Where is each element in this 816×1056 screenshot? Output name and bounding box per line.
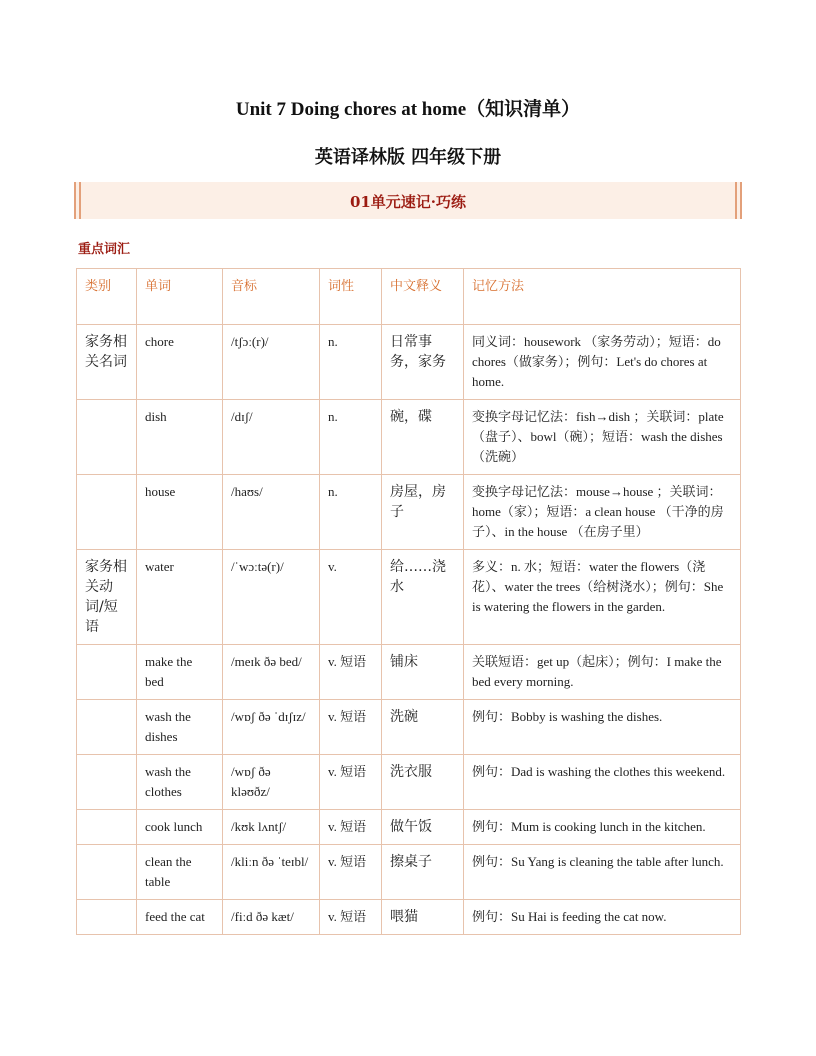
cell-category: 家务相关名词 [77, 325, 137, 400]
cell-word: wash the dishes [137, 700, 223, 755]
cell-pos: v. 短语 [320, 645, 382, 700]
cell-meaning: 房屋，房子 [382, 475, 464, 550]
cell-word: clean the table [137, 845, 223, 900]
cell-phonetic: /ˈwɔːtə(r)/ [223, 550, 320, 645]
cell-meaning: 做午饭 [382, 810, 464, 845]
cell-pos: v. 短语 [320, 845, 382, 900]
cell-category: 家务相关动词/短语 [77, 550, 137, 645]
cell-phonetic: /kliːn ðə ˈteɪbl/ [223, 845, 320, 900]
cell-pos: v. 短语 [320, 900, 382, 935]
cell-category [77, 900, 137, 935]
table-row [77, 900, 741, 935]
cell-category [77, 645, 137, 700]
cell-memory: 变换字母记忆法：fish→dish ；关联词：plate（盘子）、bowl（碗）；短语：wash the dishes （洗碗） [464, 400, 741, 475]
header-memory: 记忆方法 [464, 269, 741, 325]
cell-memory: 变换字母记忆法：mouse→house ；关联词：home（家）；短语：a clean house （干净的房子）、in the house （在房子里） [464, 475, 741, 550]
cell-phonetic: /meɪk ðə bed/ [223, 645, 320, 700]
cell-category [77, 400, 137, 475]
table-row [77, 550, 741, 645]
cell-category [77, 845, 137, 900]
table-row [77, 755, 741, 810]
page-title: Unit 7 Doing chores at home（知识清单） [235, 99, 581, 120]
cell-word: house [137, 475, 223, 550]
cell-word: chore [137, 325, 223, 400]
cell-meaning: 洗碗 [382, 700, 464, 755]
cell-word: wash the clothes [137, 755, 223, 810]
cell-phonetic: /fiːd ðə kæt/ [223, 900, 320, 935]
cell-phonetic: /haʊs/ [223, 475, 320, 550]
vocabulary-table [76, 268, 741, 935]
cell-word: feed the cat [137, 900, 223, 935]
cell-memory: 例句：Su Yang is cleaning the table after lunch. [464, 845, 741, 900]
cell-category [77, 475, 137, 550]
cell-pos: n. [320, 325, 382, 400]
banner-title: 01单元速记·巧练 [349, 193, 467, 211]
cell-meaning: 铺床 [382, 645, 464, 700]
cell-pos: v. 短语 [320, 755, 382, 810]
cell-memory: 例句：Dad is washing the clothes this weekend. [464, 755, 741, 810]
table-row [77, 845, 741, 900]
header-phonetic: 音标 [223, 269, 320, 325]
cell-pos: v. 短语 [320, 810, 382, 845]
table-row [77, 325, 741, 400]
header-category: 类别 [77, 269, 137, 325]
cell-phonetic: /wɒʃ ðə kləʊðz/ [223, 755, 320, 810]
section-label: 重点词汇 [78, 242, 131, 257]
cell-memory: 例句：Mum is cooking lunch in the kitchen. [464, 810, 741, 845]
cell-meaning: 擦桌子 [382, 845, 464, 900]
cell-memory: 多义：n. 水；短语：water the flowers（浇花）、water the trees（给树浇水）；例句：She is watering the flowers in the garden. [464, 550, 741, 645]
header-pos: 词性 [320, 269, 382, 325]
cell-phonetic: /dɪʃ/ [223, 400, 320, 475]
cell-pos: n. [320, 400, 382, 475]
header-meaning: 中文释义 [382, 269, 464, 325]
table-row [77, 700, 741, 755]
cell-pos: v. [320, 550, 382, 645]
table-header-row [77, 269, 741, 325]
cell-meaning: 碗，碟 [382, 400, 464, 475]
cell-memory: 例句：Su Hai is feeding the cat now. [464, 900, 741, 935]
cell-meaning: 给……浇水 [382, 550, 464, 645]
cell-category [77, 700, 137, 755]
cell-memory: 关联短语：get up（起床）；例句：I make the bed every morning. [464, 645, 741, 700]
cell-word: cook lunch [137, 810, 223, 845]
cell-memory: 同义词：housework （家务劳动）；短语：do chores（做家务）；例句：Let's do chores at home. [464, 325, 741, 400]
table-row [77, 810, 741, 845]
cell-category [77, 810, 137, 845]
cell-phonetic: /tʃɔː(r)/ [223, 325, 320, 400]
table-row [77, 400, 741, 475]
cell-pos: n. [320, 475, 382, 550]
cell-word: make the bed [137, 645, 223, 700]
cell-category [77, 755, 137, 810]
table-row [77, 475, 741, 550]
cell-memory: 例句：Bobby is washing the dishes. [464, 700, 741, 755]
table-row [77, 645, 741, 700]
page-subtitle: 英语译林版 四年级下册 [314, 147, 502, 168]
cell-pos: v. 短语 [320, 700, 382, 755]
cell-meaning: 喂猫 [382, 900, 464, 935]
header-word: 单词 [137, 269, 223, 325]
cell-phonetic: /wɒʃ ðə ˈdɪʃɪz/ [223, 700, 320, 755]
cell-word: water [137, 550, 223, 645]
cell-phonetic: /kʊk lʌntʃ/ [223, 810, 320, 845]
section-banner [74, 182, 742, 219]
cell-meaning: 洗衣服 [382, 755, 464, 810]
cell-meaning: 日常事务，家务 [382, 325, 464, 400]
cell-word: dish [137, 400, 223, 475]
